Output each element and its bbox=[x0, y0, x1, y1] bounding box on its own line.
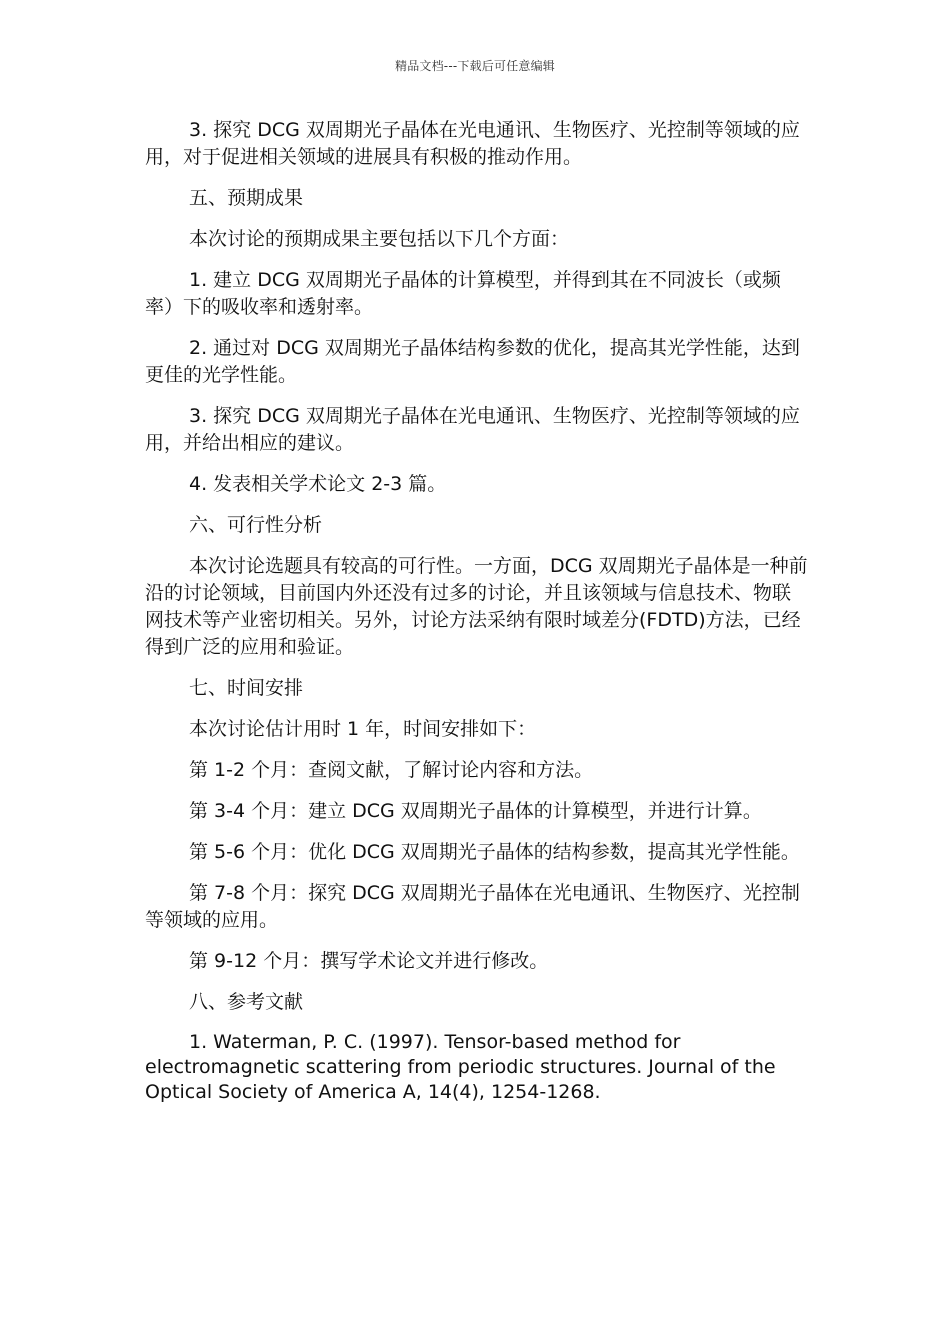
section-heading-references: 八、参考文献 bbox=[189, 991, 304, 1013]
paragraph-feasibility: 本次讨论选题具有较高的可行性。一方面，DCG 双周期光子晶体是一种前沿的讨论领域，目前国内外还没有过多的讨论，并且该领域与信息技术、物联网技术等产业密切相关。另外，讨论方法采纳有限时域差分(FDTD)方法，已经得到广泛的应用和验证。 bbox=[145, 555, 808, 658]
paragraph-result-4: 4. 发表相关学术论文 2-3 篇。 bbox=[189, 473, 447, 495]
page-header: 精品文档---下载后可任意编辑 bbox=[395, 59, 555, 73]
paragraph-result-1: 1. 建立 DCG 双周期光子晶体的计算模型，并得到其在不同波长（或频率）下的吸收率和透射率。 bbox=[145, 269, 781, 318]
schedule-item-months-9-12: 第 9-12 个月：撰写学术论文并进行修改。 bbox=[189, 950, 549, 972]
schedule-item-months-1-2: 第 1-2 个月：查阅文献，了解讨论内容和方法。 bbox=[189, 759, 594, 781]
paragraph-result-3: 3. 探究 DCG 双周期光子晶体在光电通讯、生物医疗、光控制等领域的应用，并给出相应的建议。 bbox=[145, 405, 800, 454]
paragraph-objective-3: 3. 探究 DCG 双周期光子晶体在光电通讯、生物医疗、光控制等领域的应用，对于促进相关领域的进展具有积极的推动作用。 bbox=[145, 119, 800, 168]
section-heading-expected-results: 五、预期成果 bbox=[189, 187, 304, 209]
schedule-item-months-5-6: 第 5-6 个月：优化 DCG 双周期光子晶体的结构参数，提高其光学性能。 bbox=[189, 841, 800, 863]
paragraph-results-intro: 本次讨论的预期成果主要包括以下几个方面： bbox=[189, 228, 570, 250]
reference-item: 1. Waterman, P. C. (1997). Tensor-based method for electromagnetic scattering from periodic structures. Journal of the Optical Society of America A, 14(4), 1254-1268. bbox=[145, 1031, 776, 1103]
document-body bbox=[145, 117, 809, 1119]
paragraph-schedule-intro: 本次讨论估计用时 1 年，时间安排如下： bbox=[189, 718, 537, 740]
section-heading-feasibility: 六、可行性分析 bbox=[189, 514, 323, 536]
schedule-item-months-3-4: 第 3-4 个月：建立 DCG 双周期光子晶体的计算模型，并进行计算。 bbox=[189, 800, 762, 822]
paragraph-result-2: 2. 通过对 DCG 双周期光子晶体结构参数的优化，提高其光学性能，达到更佳的光学性能。 bbox=[145, 337, 800, 386]
schedule-item-months-7-8: 第 7-8 个月：探究 DCG 双周期光子晶体在光电通讯、生物医疗、光控制等领域的应用。 bbox=[145, 882, 800, 931]
section-heading-schedule: 七、时间安排 bbox=[189, 677, 304, 699]
